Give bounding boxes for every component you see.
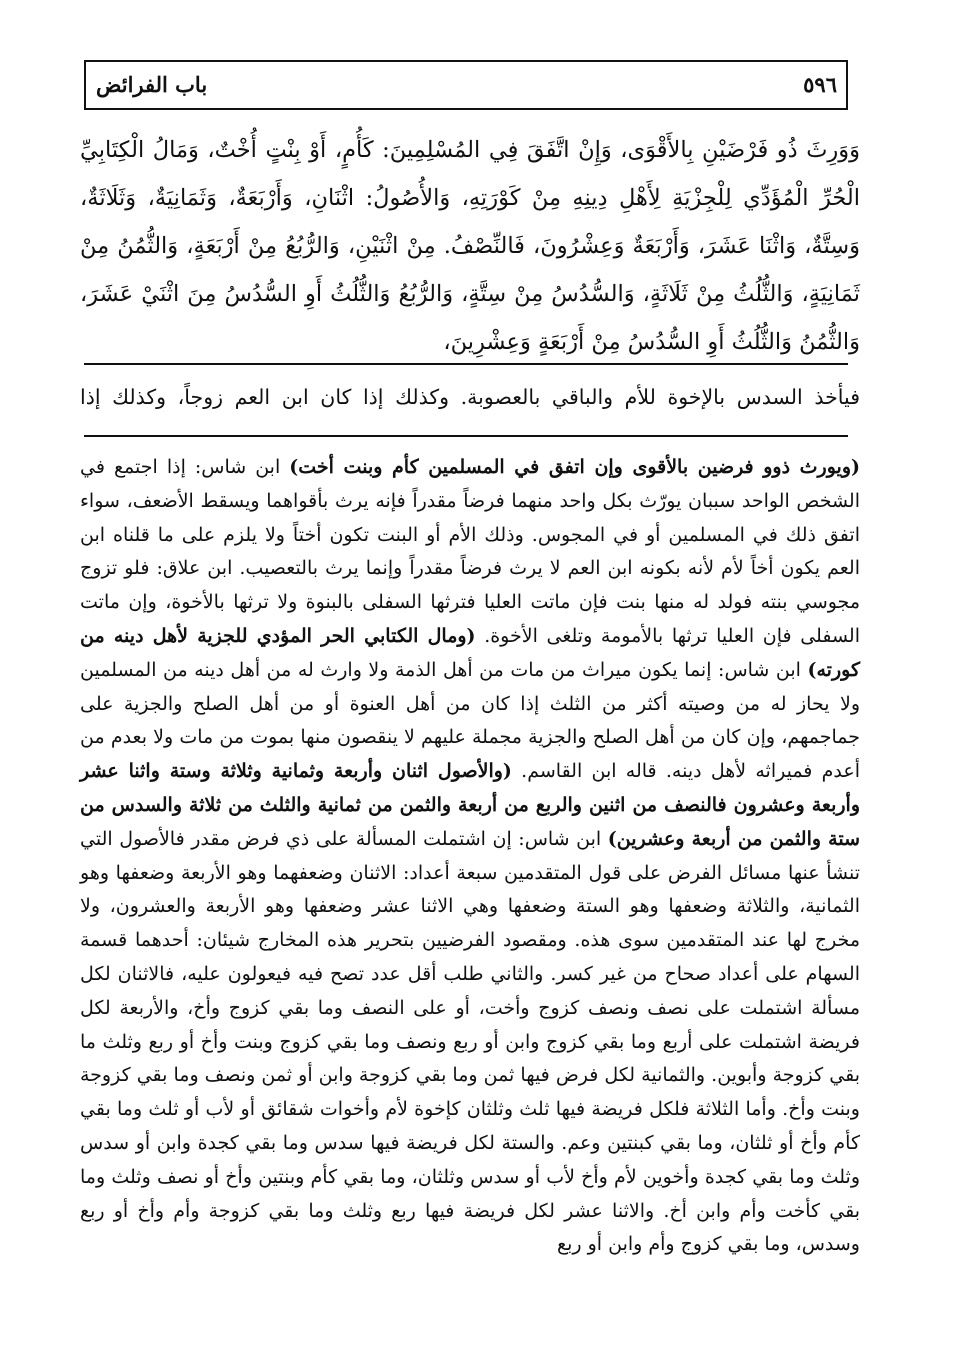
page-number: ٥٩٦ <box>803 72 837 97</box>
commentary-text-1: ابن شاس: إذا اجتمع في الشخص الواحد سببان يورّث بكل واحد منهما فرضاً مقدراً فإنه يرث بأقواهما ويسقط الأضعف، سواء اتفق ذلك في المسلمين أو في المجوس. وذلك الأم أو البنت تكون أختاً ولا يلزم على ما قلناه ابن العم يكون أخاً لأم لأنه بكونه ابن العم لا يرث فرضاً مقدراً وإنما يرث بالتعصيب. ابن علاق: فلو تزوج مجوسي بنته فولد له منها بنت فإن ماتت العليا فترثها السفلى بالبنوة ولا ترثها بالأخوة، وإن ماتت السفلى فإن العليا ترثها بالأمومة وتلغى الأخوة. <box>80 456 860 647</box>
continued-commentary-line: فيأخذ السدس بالإخوة للأم والباقي بالعصوبة. وكذلك إذا كان ابن العم زوجاً، وكذلك إذا <box>80 385 860 409</box>
commentary-text-3: ابن شاس: إن اشتملت المسألة على ذي فرض مقدر فالأصول التي تنشأ عنها مسائل الفرض على قول المتقدمين سبعة أعداد: الاثنان وضعفهما وهو الأربعة وضعفها وهو الثمانية، والثلاثة وضعفها وهو الستة وضعفها وهي الاثنا عشر وضعفها وهو الأربعة والعشرون، ولا مخرج لها عند المتقدمين سوى هذه. ومقصود الفرضيين بتحرير هذه المخارج شيئان: أحدهما قسمة السهام على أعداد صحاح من غير كسر. والثاني طلب أقل عدد تصح فيه فيعولون عليه، فالاثنان لكل مسألة اشتملت على نصف ونصف كزوج وأخت، أو على النصف وما بقي كزوج وأخ، والأربعة لكل فريضة اشتملت على أربع وما بقي كزوج وابن أو ربع ونصف وما بقي كزوج وبنت وأخ أو ربع وثلث ما بقي كزوجة وأبوين. والثمانية لكل فرض فيها ثمن وما بقي كزوجة وابن أو ثمن ونصف وما بقي كزوجة وبنت وأخ. وأما الثلاثة فلكل فريضة فيها ثلث وثلثان كإخوة لأم وأخوات شقائق أو لأب أو ثلث وما بقي كأم وأخ أو ثلثان، وما بقي كبنتين وعم. والستة لكل فريضة فيها سدس وما بقي كجدة وابن أو سدس وثلث وما بقي كجدة وأخوين لأم وأخ لأب أو سدس وثلثان، وما بقي كأم وبنتين وأخ أو نصف وثلث وما بقي كأخت وأم وابن أخ. والاثنا عشر لكل فريضة فيها ربع وثلث وما بقي كزوجة وأم وأخ أو ربع وسدس، وما بقي كزوج وأم وابن أو ربع <box>80 827 860 1256</box>
quoted-matn-1: (ويورث ذوو فرضين بالأقوى وإن اتفق في المسلمين كأم وبنت أخت) <box>289 456 860 478</box>
quoted-matn-3: (والأصول اثنان وأربعة وثمانية وثلاثة وستة واثنا عشر وأربعة وعشرون فالنصف من اثنين والربع من أربعة والثمن من ثمانية والثلث من ثلاثة والسدس من ستة والثمن من أربعة وعشرين) <box>80 760 861 850</box>
main-text-paragraph: وَوَرِثَ ذُو فَرْضَيْنِ بِالأَقْوَى، وَإِنْ اتَّفَقَ فِي المُسْلِمِينَ: كَأُمٍ، أَوْ بِنْتٍ أُخْتٌ، وَمَالُ الْكِتَابِيِّ الْحُرِّ الْمُؤَدِّي لِلْجِزْيَةِ لِأَهْلِ دِينِهِ مِنْ كَوْرَتِهِ، وَالأُصُولُ: اثْنَانِ، وَأَرْبَعَةٌ، وَثَمَانِيَةٌ، وَثَلَاثَةٌ، وَسِتَّةٌ، وَاثْنَا عَشَرَ، وَأَرْبَعَةٌ وَعِشْرُونَ، فَالنِّصْفُ. مِنْ اثْنَيْنِ، وَالرُّبُعُ مِنْ أَرْبَعَةٍ، وَالثُّمُنُ مِنْ ثَمَانِيَةٍ، وَالثُّلُثُ مِنْ ثَلَاثَةٍ، وَالسُّدُسُ مِنْ سِتَّةٍ، وَالرُّبُعُ وَالثُّلُثُ أَوِ السُّدُسُ مِنَ اثْنَيْ عَشَرَ، وَالثُّمُنُ وَالثُّلُثُ أَوِ السُّدُسُ مِنْ أَرْبَعَةٍ وَعِشْرِينَ، <box>80 137 860 355</box>
quoted-matn-2: (ومال الكتابي الحر المؤدي للجزية لأهل دينه من كورته) <box>80 624 860 681</box>
running-header-title: باب الفرائض <box>96 72 208 97</box>
commentary-paragraph <box>80 451 860 1262</box>
main-text-block <box>80 126 860 366</box>
commentary-block <box>80 451 860 1262</box>
section-divider-bottom <box>84 435 848 437</box>
section-divider-top <box>84 363 848 365</box>
commentary-text-2: ابن شاس: إنما يكون ميراث من مات من أهل الذمة ولا وارث له من أهل دينه من المسلمين ولا يحاز له من وصيته أكثر من الثلث إذا كان من أهل العنوة أو من أهل الصلح والجزية على جماجمهم، وإن كان من أهل الصلح والجزية مجملة عليهم لا ينقصون منها بموت من مات ولا بعدم من أعدم فميراثه لأهل دينه. قاله ابن القاسم. <box>80 658 860 783</box>
